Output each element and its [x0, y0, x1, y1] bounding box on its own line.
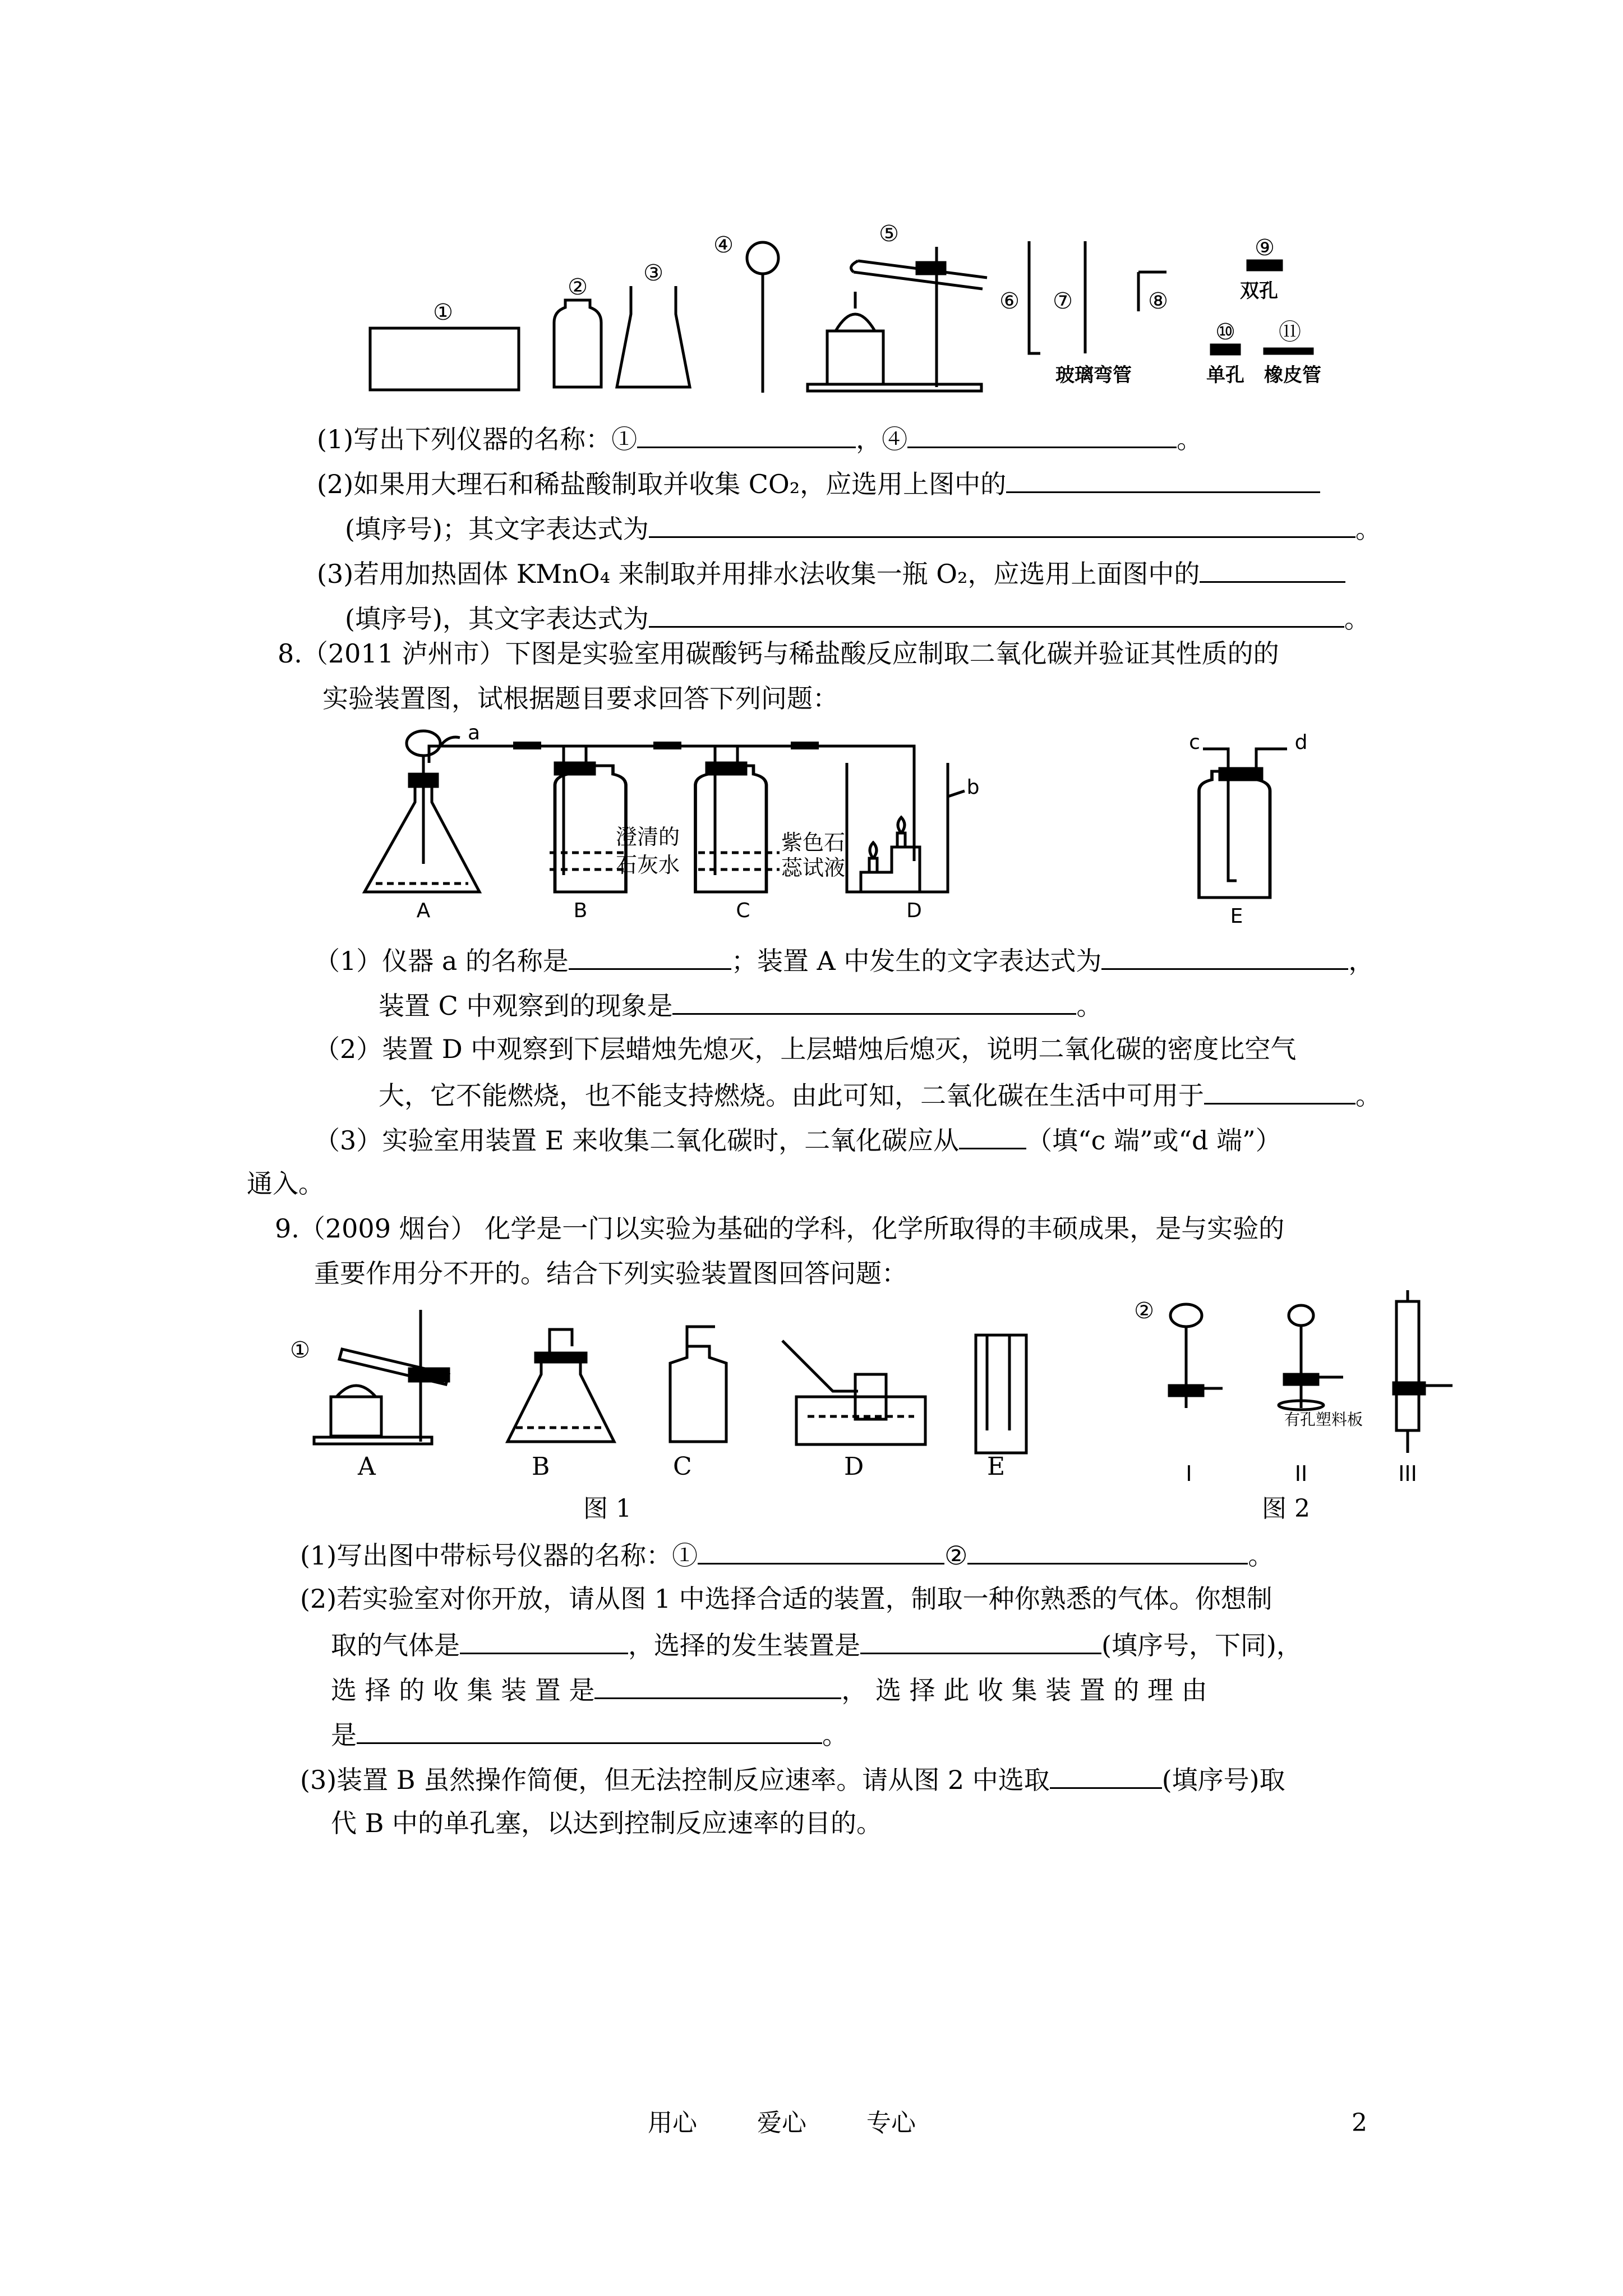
bottle-C	[695, 766, 767, 892]
q9-blank-generator[interactable]	[860, 1627, 1101, 1654]
q7-blank-1[interactable]	[637, 421, 856, 448]
q8-title-line1: 8.（2011 泸州市）下图是实验室用碳酸钙与稀盐酸反应制取二氧化碳并验证其性质的的	[278, 638, 1279, 669]
fig-q9-label-I: I	[1186, 1461, 1192, 1486]
q8-blank-phenomenon-C[interactable]	[672, 987, 1076, 1015]
gas-jar	[554, 300, 601, 387]
q8-blank-instrument-a[interactable]	[569, 942, 731, 970]
q9-part2-line1: (2)若实验室对你开放，请从图 1 中选择合适的装置，制取一种你熟悉的气体。你想制	[300, 1584, 1272, 1614]
fig1-num-10: ⑩	[1215, 319, 1235, 345]
q8-blank-inlet-end[interactable]	[959, 1122, 1026, 1149]
fig-q9-num-1: ①	[290, 1337, 310, 1363]
q7-blank-co2-equation[interactable]	[649, 510, 1355, 538]
q9-part2-line4: 是 。	[331, 1717, 848, 1752]
fig-q9-caption-1: 图 1	[583, 1494, 631, 1523]
footer-motto-2: 爱心	[757, 2109, 806, 2137]
q7-blank-o2-apparatus[interactable]	[1200, 555, 1345, 583]
fig1-num-11: ⑪	[1279, 319, 1301, 345]
q8-part1-line2: 装置 C 中观察到的现象是 。	[379, 987, 1102, 1023]
fig1-num-9: ⑨	[1255, 235, 1275, 261]
q9-blank-gas[interactable]	[460, 1627, 628, 1654]
conical-flask	[617, 286, 690, 387]
q9-part3-line1: (3)装置 B 虽然操作简便，但无法控制反应速率。请从图 2 中选取 (填序号)取	[300, 1761, 1285, 1797]
rubber-tube	[1265, 349, 1312, 353]
q8-title-line2: 实验装置图，试根据题目要求回答下列问题：	[322, 683, 838, 714]
bottle-E-q9	[976, 1335, 1026, 1453]
fig1-num-5: ⑤	[879, 221, 899, 247]
funnel-I	[1170, 1304, 1202, 1327]
q9-part1: (1)写出图中带标号仪器的名称：① ② 。	[300, 1537, 1274, 1572]
q7-part2-line1: (2)如果用大理石和稀盐酸制取并收集 CO₂，应选用上图中的	[317, 466, 1320, 501]
fig-q8-litmus-1: 紫色石	[781, 830, 846, 855]
q9-blank-1[interactable]	[698, 1537, 944, 1565]
footer-motto-1: 用心	[648, 2109, 697, 2137]
q8-part1-line1: （1）仪器 a 的名称是 ；装置 A 中发生的文字表达式为 ，	[314, 942, 1374, 978]
fig-q9-caption-2: 图 2	[1262, 1494, 1310, 1523]
fig1-num-6: ⑥	[999, 288, 1020, 314]
fig-q8-label-d: d	[1294, 731, 1308, 754]
page-number: 2	[1352, 2109, 1367, 2137]
q8-blank-equation-A[interactable]	[1101, 942, 1348, 970]
fig-q9-label-B: B	[532, 1452, 550, 1481]
fig-q9-label-A: A	[358, 1452, 376, 1481]
fig-q9-label-III: III	[1398, 1461, 1417, 1486]
fig-q8-label-a: a	[467, 724, 481, 744]
q7-part3-line1: (3)若用加热固体 KMnO₄ 来制取并用排水法收集一瓶 O₂，应选用上面图中的	[317, 555, 1345, 591]
glass-tube-6	[1029, 241, 1040, 353]
trough	[370, 328, 519, 390]
q7-part2-line2: (填序号)；其文字表达式为 。	[345, 510, 1381, 546]
fig-q9-label-C: C	[673, 1452, 692, 1481]
syringe-III	[1396, 1301, 1419, 1430]
lamp-A	[331, 1397, 381, 1436]
fig1-num-8: ⑧	[1148, 288, 1168, 314]
fig-q9-label-E: E	[987, 1452, 1006, 1481]
apparatus-figure-q9	[280, 1290, 1486, 1492]
label-single-hole: 单孔	[1206, 364, 1244, 386]
label-rubber-tube: 橡皮管	[1264, 364, 1321, 386]
q9-part2-line3: 选 择 的 收 集 装 置 是 ， 选 择 此 收 集 装 置 的 理 由	[331, 1672, 1207, 1707]
q7-part3-line2: (填序号)，其文字表达式为 。	[345, 600, 1370, 636]
q9-blank-2[interactable]	[967, 1537, 1248, 1565]
fig-q8-label-E: E	[1230, 905, 1243, 926]
q9-title-line1: 9.（2009 烟台） 化学是一门以实验为基础的学科，化学所取得的丰硕成果，是与实验的	[275, 1213, 1285, 1244]
q9-part2-line2: 取的气体是 ，选择的发生装置是 (填序号，下同)，	[331, 1627, 1302, 1662]
q9-blank-collector[interactable]	[594, 1672, 841, 1699]
bottle-E	[1199, 771, 1270, 898]
fig-q8-label-C: C	[736, 899, 750, 922]
bottle-C-q9	[670, 1346, 726, 1442]
alcohol-lamp	[827, 331, 883, 384]
fig-q8-label-B: B	[573, 899, 588, 922]
funnel-bulb	[747, 242, 778, 274]
fig-q8-label-A: A	[416, 899, 431, 922]
stand-base-A	[314, 1437, 432, 1444]
funnel-II	[1289, 1305, 1313, 1326]
candle-upper	[897, 833, 905, 847]
label-double-hole: 双孔	[1240, 280, 1278, 302]
apparatus-figure-q7	[359, 219, 1368, 404]
fig-q8-label-c: c	[1189, 731, 1200, 754]
separatory-funnel	[407, 731, 440, 756]
single-hole-stopper	[1211, 345, 1239, 354]
q7-blank-o2-equation[interactable]	[649, 600, 1344, 628]
fig-q9-plate: 有孔塑料板	[1284, 1410, 1363, 1429]
q8-blank-co2-use[interactable]	[1204, 1077, 1355, 1105]
q7-blank-co2-apparatus[interactable]	[1006, 466, 1320, 493]
q9-title-line2: 重要作用分不开的。结合下列实验装置图回答问题：	[314, 1258, 907, 1289]
q8-part3-line2: 通入。	[247, 1168, 324, 1199]
apparatus-figure-q8	[353, 724, 1408, 926]
fig-q8-label-D: D	[906, 899, 922, 922]
fig-q8-limewater-1: 澄清的	[615, 825, 680, 849]
q8-part3-line1: （3）实验室用装置 E 来收集二氧化碳时，二氧化碳应从 （填“c 端”或“d 端”）	[314, 1122, 1281, 1157]
candle-lower	[869, 858, 877, 872]
fig-q9-num-2: ②	[1134, 1298, 1154, 1324]
footer-motto-3: 专心	[866, 2109, 916, 2137]
q8-part2-line2: 大，它不能燃烧，也不能支持燃烧。由此可知，二氧化碳在生活中可用于 。	[379, 1077, 1381, 1112]
fig-q8-label-b: b	[966, 776, 980, 799]
fig-q9-label-D: D	[844, 1452, 864, 1481]
q8-part2-line1: （2）装置 D 中观察到下层蜡烛先熄灭，上层蜡烛后熄灭，说明二氧化碳的密度比空气	[314, 1034, 1297, 1064]
fig1-num-7: ⑦	[1053, 288, 1073, 314]
fig1-num-3: ③	[643, 260, 663, 286]
q9-part3-line2: 代 B 中的单孔塞，以达到控制反应速率的目的。	[331, 1808, 883, 1838]
fig1-num-2: ②	[568, 274, 588, 300]
double-hole-stopper	[1248, 261, 1281, 270]
fig-q8-limewater-2: 石灰水	[615, 853, 680, 877]
q7-blank-4[interactable]	[907, 421, 1177, 448]
fig1-num-4: ④	[713, 232, 734, 258]
fig-q8-litmus-2: 蕊试液	[781, 855, 846, 880]
fig1-num-1: ①	[433, 300, 453, 325]
fig-q9-label-II: II	[1294, 1461, 1308, 1486]
q9-blank-stopper[interactable]	[1050, 1761, 1162, 1789]
q7-part1: (1)写出下列仪器的名称：① ，④ 。	[317, 421, 1202, 456]
q9-blank-reason[interactable]	[357, 1717, 822, 1744]
label-glass-tube: 玻璃弯管	[1055, 364, 1132, 386]
